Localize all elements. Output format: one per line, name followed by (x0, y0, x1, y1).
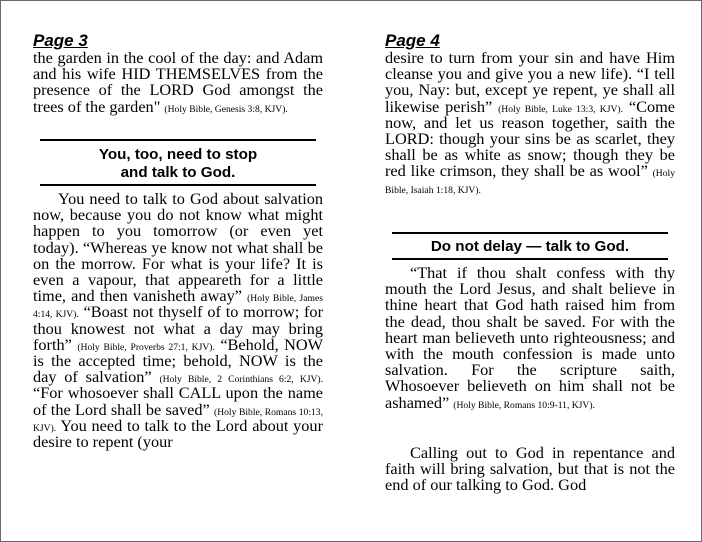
scripture-text: “That if thou shalt confess with thy mouth the Lord Jesus, and shalt believe in thine heart that God hath raised him from the dead, thou shalt be saved. For with the heart man believeth unto righteousness; and with the mouth confession is made unto salvation. For the scripture saith, Whosoever believeth on him shall not be ashamed” (385, 263, 675, 412)
scripture-reference: (Holy Bible, Isaiah 1:18, KJV). (385, 168, 675, 196)
scripture-reference: (Holy Bible, Luke 13:3, KJV). (498, 103, 623, 115)
page-number-label: Page 3 (33, 31, 88, 50)
body-text: “Come now, and let us reason together, saith the LORD: though your sins be as scarlet, they shall be as white as snow; though they be red like crimson, they shall be as wool” (385, 96, 676, 181)
paragraph-genesis (33, 50, 323, 115)
heading-rule-top (392, 232, 668, 234)
body-text: You need to talk to the Lord about your desire to repent (your (33, 415, 323, 452)
heading-line: You, too, need to stop (98, 146, 258, 163)
scripture-reference: (Holy Bible, Romans 10:13, KJV). (33, 406, 323, 434)
scripture-text: the garden in the cool of the day: and Adam and his wife HID THEMSELVES from the presence of the LORD God amongst the trees of the garden" (33, 48, 323, 116)
heading-line: and talk to God. (120, 164, 236, 181)
body-text: You need to talk to God about salvation now, because you do not know what might happen to you tomorrow (or even yet today). “Whereas ye know not what shall be on the morrow. For what is your life? It is even a vapour, that appeareth for a little time, and then vanisheth away” (33, 189, 323, 306)
body-text: “Behold, NOW is the accepted time; behold, NOW is the day of salvation” (33, 334, 323, 387)
paragraph-confess (385, 265, 675, 411)
scripture-reference: (Holy Bible, Proverbs 27:1, KJV). (77, 341, 215, 353)
body-text: Calling out to God in repentance and faith will bring salvation, but that is not the end of our talking to God. God (385, 443, 675, 495)
paragraph-repent (385, 50, 675, 196)
scripture-reference: (Holy Bible, 2 Corinthians 6:2, KJV). (159, 374, 324, 386)
heading-rule-bottom (40, 184, 316, 186)
scripture-reference: (Holy Bible, James 4:14, KJV). (33, 293, 324, 321)
heading-rule-bottom (392, 258, 668, 260)
page-number-label: Page 4 (385, 31, 440, 50)
section-heading: Do not delay — talk to God. (430, 238, 630, 255)
heading-rule-top (40, 139, 316, 141)
scripture-reference: (Holy Bible, Romans 10:9-11, KJV). (453, 399, 595, 411)
scripture-reference: (Holy Bible, Genesis 3:8, KJV). (164, 103, 288, 115)
body-text: “For whosoever shall CALL upon the name of the Lord shall be saved” (33, 383, 323, 419)
body-text: desire to turn from your sin and have Him cleanse you and give you a new life). “I tell you, Nay: but, except ye repent, ye shall all likewise perish” (385, 48, 675, 116)
section-heading (33, 146, 323, 182)
paragraph-calling-out (385, 445, 675, 494)
paragraph-talk-to-god (33, 191, 323, 450)
body-text: “Boast not thyself of to morrow; for thou knowest not what a day may bring forth” (33, 302, 323, 354)
